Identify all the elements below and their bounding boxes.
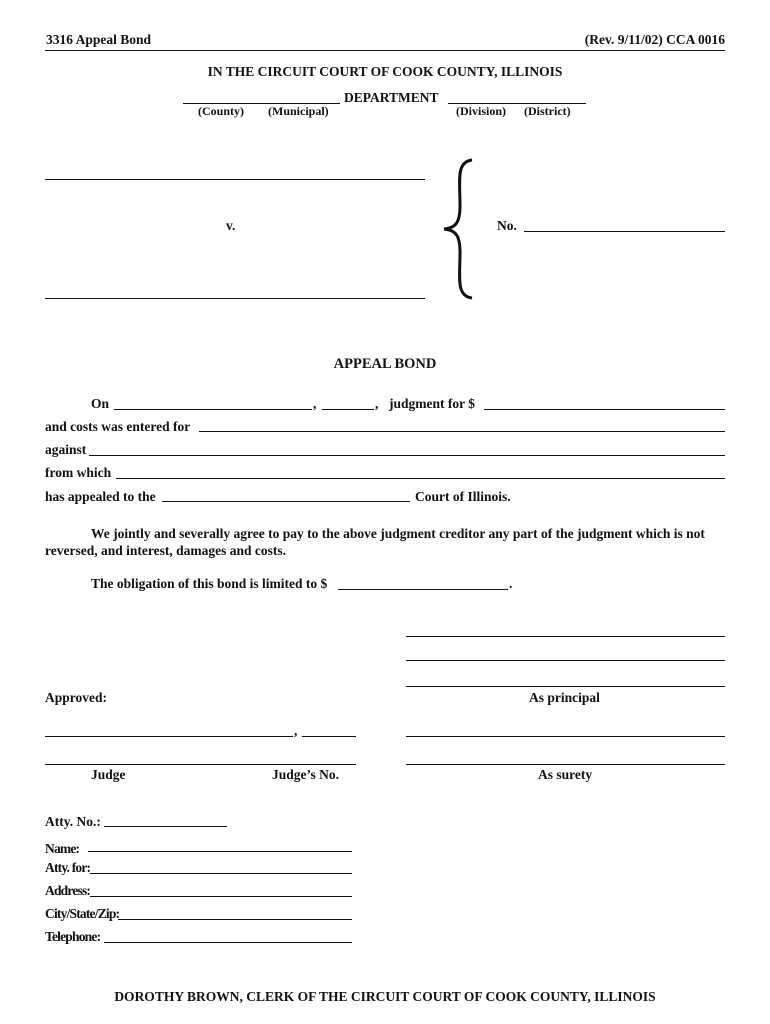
atty-no-label: Atty. No.: bbox=[45, 814, 101, 829]
court-of-illinois-label: Court of Illinois. bbox=[415, 489, 511, 504]
appellant-field[interactable] bbox=[116, 478, 725, 479]
judges-number-label: Judge’s No. bbox=[272, 767, 340, 782]
judge-label: Judge bbox=[91, 767, 126, 782]
clerk-footer: DOROTHY BROWN, CLERK OF THE CIRCUIT COURT OF COOK COUNTY, ILLINOIS bbox=[114, 989, 656, 1004]
principal-signature-line[interactable] bbox=[406, 660, 725, 661]
plaintiff-field[interactable] bbox=[45, 179, 425, 180]
principal-signature-line[interactable] bbox=[406, 636, 725, 637]
comma-separator: , bbox=[294, 723, 298, 738]
telephone-label: Telephone: bbox=[45, 929, 101, 944]
on-label: On bbox=[91, 396, 110, 411]
division-label: (Division) bbox=[456, 104, 507, 118]
form-revision: (Rev. 9/11/02) CCA 0016 bbox=[584, 32, 725, 47]
as-principal-label: As principal bbox=[529, 690, 600, 705]
district-label: (District) bbox=[524, 104, 571, 118]
telephone-field[interactable] bbox=[104, 942, 352, 943]
defendant-field[interactable] bbox=[45, 298, 425, 299]
judgment-year-field[interactable] bbox=[322, 409, 374, 410]
appellate-court-field[interactable] bbox=[162, 501, 410, 502]
comma-separator: , bbox=[375, 396, 379, 411]
judgment-for-label: judgment for $ bbox=[389, 396, 475, 411]
judge-signature-line[interactable] bbox=[45, 764, 356, 765]
judgment-debtor-field[interactable] bbox=[89, 455, 725, 456]
as-surety-label: As surety bbox=[538, 767, 593, 782]
obligation-amount-field[interactable] bbox=[338, 589, 508, 590]
approved-label: Approved: bbox=[45, 690, 108, 705]
surety-signature-line[interactable] bbox=[406, 764, 725, 765]
form-name: 3316 Appeal Bond bbox=[46, 32, 152, 47]
judgment-creditor-field[interactable] bbox=[199, 431, 725, 432]
city-state-zip-label: City/State/Zip: bbox=[45, 906, 120, 921]
municipal-label: (Municipal) bbox=[268, 104, 329, 118]
name-field[interactable] bbox=[88, 851, 352, 852]
county-label: (County) bbox=[198, 104, 245, 118]
surety-signature-line[interactable] bbox=[406, 736, 725, 737]
atty-no-field[interactable] bbox=[104, 826, 227, 827]
atty-for-field[interactable] bbox=[90, 873, 352, 874]
header-rule bbox=[45, 50, 725, 51]
caption-brace-icon bbox=[438, 158, 482, 300]
obligation-period: . bbox=[509, 576, 513, 591]
versus-label: v. bbox=[226, 218, 236, 233]
judgment-date-field[interactable] bbox=[114, 409, 312, 410]
judge-number-field[interactable] bbox=[302, 736, 356, 737]
obligation-label: The obligation of this bond is limited to $ bbox=[91, 576, 328, 591]
judge-signature-field[interactable] bbox=[45, 736, 293, 737]
address-field[interactable] bbox=[90, 896, 352, 897]
against-label: against bbox=[45, 442, 87, 457]
case-number-field[interactable] bbox=[524, 231, 725, 232]
appealed-to-label: has appealed to the bbox=[45, 489, 156, 504]
case-number-label: No. bbox=[497, 218, 517, 233]
judgment-amount-field[interactable] bbox=[484, 409, 725, 410]
city-state-zip-field[interactable] bbox=[118, 919, 352, 920]
name-label: Name: bbox=[45, 841, 80, 856]
costs-entered-label: and costs was entered for bbox=[45, 419, 191, 434]
bond-title: APPEAL BOND bbox=[333, 356, 437, 372]
court-title: IN THE CIRCUIT COURT OF COOK COUNTY, ILLINOIS bbox=[207, 64, 563, 79]
from-which-label: from which bbox=[45, 465, 112, 480]
atty-for-label: Atty. for: bbox=[45, 860, 91, 875]
address-label: Address: bbox=[45, 883, 91, 898]
agreement-paragraph: We jointly and severally agree to pay to the above judgment creditor any part of the judgment which is not reversed, and interest, damages and costs. bbox=[45, 526, 705, 558]
department-label: DEPARTMENT bbox=[344, 90, 439, 105]
principal-signature-line[interactable] bbox=[406, 686, 725, 687]
comma-separator: , bbox=[313, 396, 317, 411]
